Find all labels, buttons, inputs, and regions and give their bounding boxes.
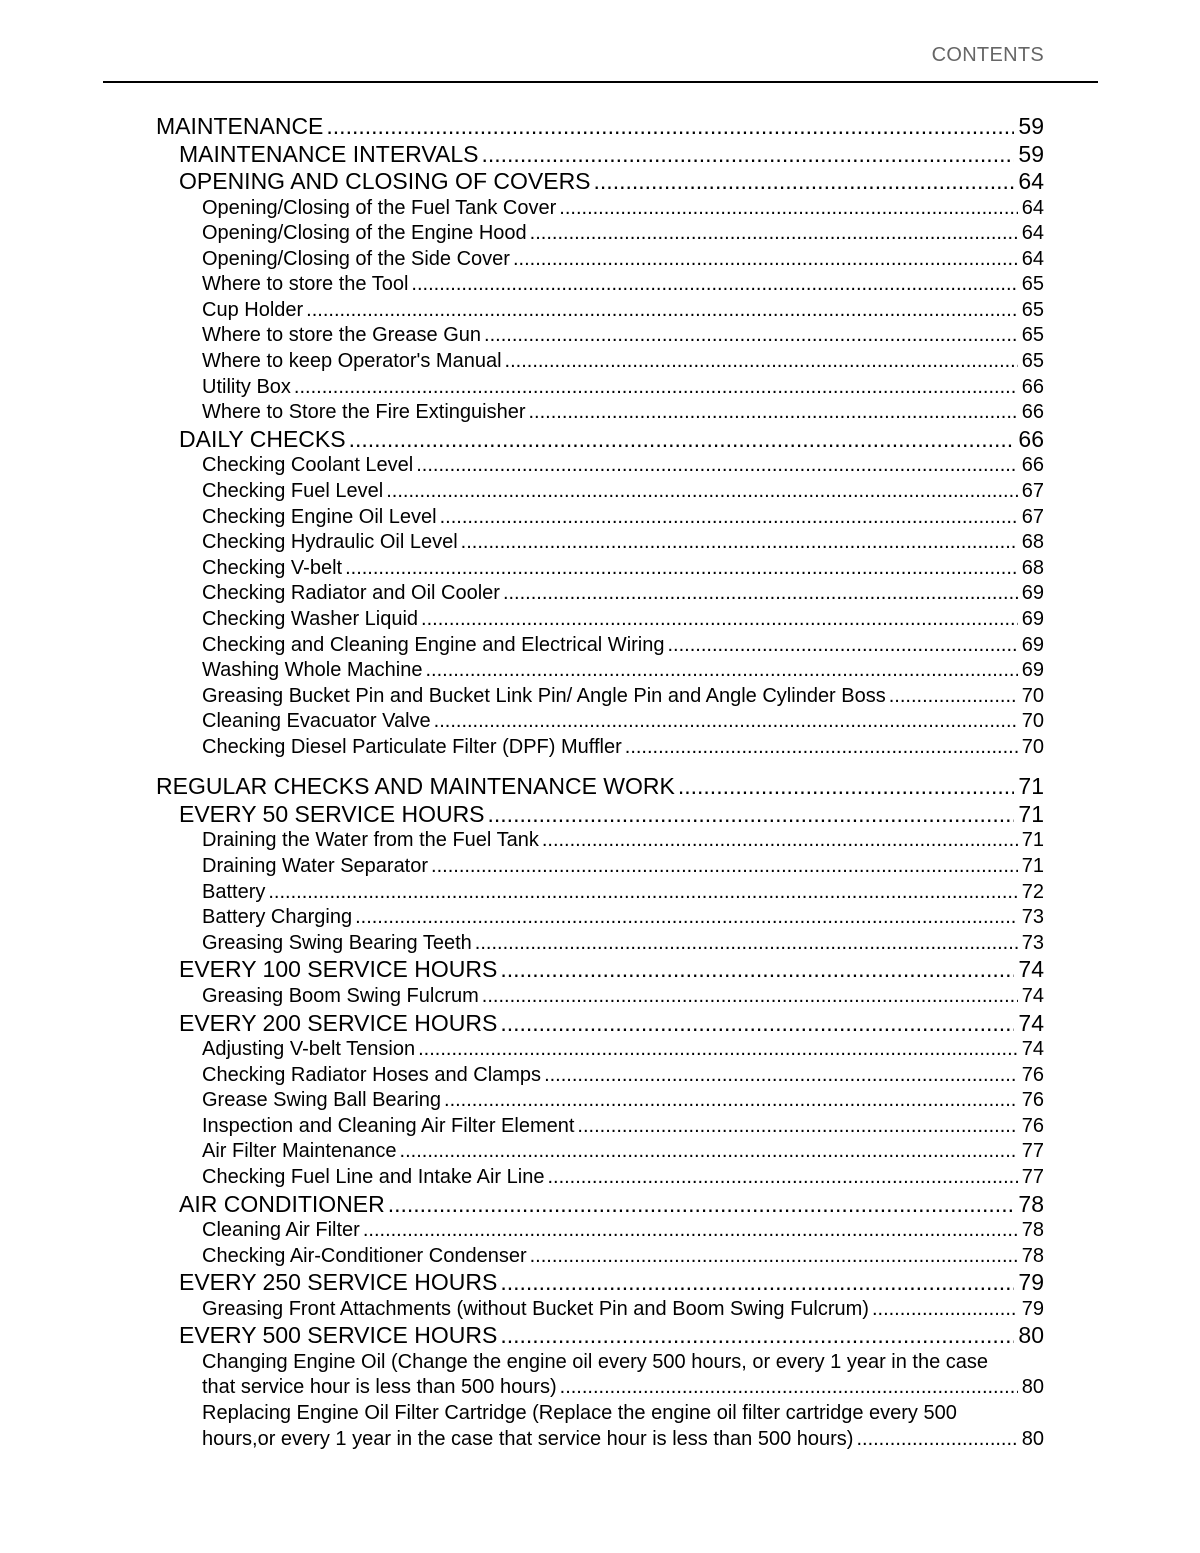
- toc-entry-title: Air Filter Maintenance: [202, 1140, 397, 1163]
- toc-entry-title: Checking Radiator Hoses and Clamps: [202, 1063, 542, 1086]
- toc-entry-level-2[interactable]: [156, 426, 1044, 454]
- dot-leader: [500, 956, 1014, 984]
- dot-leader: [500, 1010, 1014, 1038]
- toc-entry-level-3[interactable]: [156, 633, 1044, 659]
- header-rule: [103, 81, 1098, 83]
- toc-entry-title: OPENING AND CLOSING OF COVERS: [179, 168, 591, 194]
- toc-entry-page: 77: [1021, 1140, 1044, 1163]
- dot-leader: [503, 581, 1018, 607]
- toc-entry-title: Opening/Closing of the Engine Hood: [202, 222, 527, 245]
- toc-entry-page: 78: [1018, 1190, 1044, 1217]
- toc-entry-level-3[interactable]: [156, 931, 1044, 957]
- dot-leader: [444, 1088, 1018, 1114]
- toc-entry-title: Cleaning Air Filter: [202, 1219, 360, 1242]
- dot-leader: [856, 1427, 1017, 1453]
- toc-entry-page: 71: [1018, 773, 1044, 800]
- toc-entry-title: Checking Washer Liquid: [202, 607, 419, 630]
- dot-leader: [872, 1297, 1018, 1323]
- toc-entry-level-3[interactable]: [156, 658, 1044, 684]
- toc-entry-level-3[interactable]: [156, 607, 1044, 633]
- toc-entry-title: Greasing Bucket Pin and Bucket Link Pin/ Angle Pin and Angle Cylinder Boss: [202, 684, 886, 707]
- page-header-label: CONTENTS: [931, 44, 1044, 66]
- toc-entry-page: 71: [1021, 829, 1044, 852]
- toc-entry-page: 76: [1021, 1089, 1044, 1112]
- toc-entry-title: Draining the Water from the Fuel Tank: [202, 829, 539, 852]
- toc-entry-title: Checking Fuel Line and Intake Air Line: [202, 1166, 545, 1188]
- toc-entry-level-3[interactable]: [156, 905, 1044, 931]
- toc-entry-page: 76: [1021, 1063, 1044, 1086]
- dot-leader: [434, 709, 1018, 735]
- dot-leader: [388, 1191, 1015, 1219]
- toc-entry-level-3[interactable]: [156, 1244, 1044, 1270]
- toc-entry-page: 69: [1021, 633, 1044, 656]
- dot-leader: [560, 1375, 1018, 1401]
- dot-leader: [482, 984, 1018, 1010]
- toc-entry-page: 77: [1021, 1166, 1044, 1188]
- dot-leader: [386, 479, 1018, 505]
- dot-leader: [440, 505, 1018, 531]
- toc-entry-title-line1: Changing Engine Oil (Change the engine oil every 500 hours, or every 1 year in the case: [202, 1350, 989, 1373]
- toc-entry-level-3[interactable]: [156, 375, 1044, 401]
- toc-entry-level-3[interactable]: [156, 530, 1044, 556]
- toc-entry-wrapped[interactable]: [156, 1350, 1044, 1401]
- dot-leader: [594, 168, 1015, 196]
- toc-entry-title: EVERY 500 SERVICE HOURS: [179, 1322, 498, 1349]
- toc-entry-page: 79: [1018, 1269, 1044, 1296]
- dot-leader: [577, 1114, 1017, 1140]
- toc-entry-page: 74: [1021, 984, 1044, 1007]
- dot-leader: [530, 1244, 1018, 1270]
- dot-leader: [544, 1063, 1018, 1089]
- toc-entry-title: EVERY 250 SERVICE HOURS: [179, 1269, 498, 1296]
- toc-entry-level-3[interactable]: [156, 400, 1044, 426]
- toc-entry-title: Battery Charging: [202, 906, 353, 929]
- toc-entry-level-3[interactable]: [156, 1088, 1044, 1114]
- toc-entry-title: Adjusting V-belt Tension: [202, 1038, 416, 1061]
- toc-entry-page: 72: [1021, 880, 1044, 903]
- toc-entry-page: 59: [1018, 140, 1044, 167]
- dot-leader: [625, 735, 1018, 761]
- toc-entry-page: 80: [1021, 1427, 1044, 1450]
- toc-entry-level-1[interactable]: [156, 773, 1044, 801]
- toc-entry-page: 80: [1021, 1376, 1044, 1399]
- toc-entry-level-3[interactable]: [156, 221, 1044, 247]
- dot-leader: [678, 773, 1015, 801]
- dot-leader: [418, 1037, 1018, 1063]
- toc-entry-page: 65: [1021, 273, 1044, 296]
- toc-entry-title: Where to keep Operator's Manual: [202, 350, 502, 373]
- toc-entry-page: 64: [1021, 247, 1044, 270]
- dot-leader: [326, 113, 1014, 141]
- toc-entry-title-line1: Replacing Engine Oil Filter Cartridge (Replace the engine oil filter cartridge every 500: [202, 1402, 957, 1425]
- dot-leader: [306, 298, 1018, 324]
- toc-entry-title: Utility Box: [202, 375, 291, 398]
- toc-entry-title: Checking V-belt: [202, 556, 343, 579]
- toc-entry-page: 65: [1021, 324, 1044, 347]
- toc-entry-level-3[interactable]: [156, 1063, 1044, 1089]
- toc-entry-level-2[interactable]: [156, 1322, 1044, 1350]
- dot-leader: [547, 1165, 1017, 1191]
- toc-entry-page: 70: [1021, 710, 1044, 733]
- dot-leader: [513, 247, 1018, 273]
- toc-entry-page: 74: [1021, 1038, 1044, 1061]
- toc-entry-level-2[interactable]: [156, 1010, 1044, 1038]
- toc-entry-level-3[interactable]: [156, 684, 1044, 710]
- dot-leader: [461, 530, 1018, 556]
- dot-leader: [416, 453, 1018, 479]
- toc-entry-title: Battery: [202, 880, 266, 903]
- toc-entry-title: Opening/Closing of the Fuel Tank Cover: [202, 196, 557, 219]
- toc-entry-page: 64: [1018, 168, 1044, 194]
- toc-entry-title: EVERY 100 SERVICE HOURS: [179, 956, 498, 983]
- toc-entry-level-3[interactable]: [156, 556, 1044, 582]
- dot-leader: [542, 828, 1018, 854]
- toc-entry-page: 70: [1021, 684, 1044, 707]
- dot-leader: [349, 426, 1015, 454]
- toc-entry-page: 66: [1021, 454, 1044, 477]
- dot-leader: [530, 221, 1018, 247]
- toc-entry-level-2[interactable]: [156, 141, 1044, 169]
- toc-entry-title: Checking Hydraulic Oil Level: [202, 531, 458, 554]
- toc-entry-level-3[interactable]: [156, 272, 1044, 298]
- toc-entry-page: 69: [1021, 659, 1044, 682]
- toc-entry-level-3[interactable]: [156, 1037, 1044, 1063]
- dot-leader: [505, 349, 1018, 375]
- toc-entry-page: 80: [1018, 1322, 1044, 1349]
- toc-entry-page: 66: [1021, 375, 1044, 398]
- toc-entry-page: 67: [1021, 479, 1044, 502]
- dot-leader: [355, 905, 1018, 931]
- toc-entry-level-3[interactable]: [156, 1139, 1044, 1165]
- toc-entry-level-1[interactable]: [156, 113, 1044, 141]
- toc-entry-title: Checking Fuel Level: [202, 479, 384, 502]
- toc-entry-level-2[interactable]: [156, 1269, 1044, 1297]
- toc-entry-title: hours,or every 1 year in the case that service hour is less than 500 hours): [202, 1427, 854, 1450]
- dot-leader: [425, 658, 1017, 684]
- toc-entry-level-3[interactable]: [156, 1114, 1044, 1140]
- toc-entry-title: REGULAR CHECKS AND MAINTENANCE WORK: [156, 773, 675, 800]
- toc-entry-title: Cleaning Evacuator Valve: [202, 710, 431, 733]
- toc-entry-level-2[interactable]: [156, 801, 1044, 829]
- dot-leader: [481, 141, 1014, 169]
- toc-entry-level-3[interactable]: [156, 196, 1044, 222]
- toc-entry-title: Greasing Boom Swing Fulcrum: [202, 984, 479, 1007]
- toc-entry-title: EVERY 200 SERVICE HOURS: [179, 1009, 498, 1036]
- toc-entry-page: 66: [1021, 401, 1044, 424]
- toc-entry-title: Grease Swing Ball Bearing: [202, 1089, 442, 1112]
- toc-entry-level-2[interactable]: [156, 956, 1044, 984]
- toc-entry-page: 74: [1018, 956, 1044, 983]
- toc-entry-title: Washing Whole Machine: [202, 659, 423, 682]
- toc-entry-level-3[interactable]: [156, 1218, 1044, 1244]
- toc-entry-level-3[interactable]: [156, 298, 1044, 324]
- toc-entry-level-3[interactable]: [156, 735, 1044, 761]
- dot-leader: [667, 633, 1017, 659]
- dot-leader: [475, 931, 1018, 957]
- toc-entry-title: Checking Coolant Level: [202, 454, 414, 477]
- toc-entry-title: Draining Water Separator: [202, 855, 429, 878]
- toc-entry-level-3[interactable]: [156, 854, 1044, 880]
- toc-entry-title: Checking Engine Oil Level: [202, 505, 437, 528]
- toc-entry-page: 74: [1018, 1009, 1044, 1036]
- toc-entry-page: 65: [1021, 350, 1044, 373]
- toc-entry-title: Where to Store the Fire Extinguisher: [202, 401, 526, 424]
- toc-entry-page: 65: [1021, 298, 1044, 321]
- toc-entry-page: 70: [1021, 735, 1044, 758]
- dot-leader: [268, 880, 1017, 906]
- toc-entry-level-3[interactable]: [156, 479, 1044, 505]
- toc-entry-page: 69: [1021, 582, 1044, 605]
- toc-entry-title: Greasing Swing Bearing Teeth: [202, 931, 472, 954]
- dot-leader: [431, 854, 1018, 880]
- toc-entry-page: 59: [1018, 113, 1044, 139]
- toc-entry-title: Cup Holder: [202, 298, 304, 321]
- toc-entry-level-3[interactable]: [156, 349, 1044, 375]
- toc-entry-level-3[interactable]: [156, 323, 1044, 349]
- dot-leader: [488, 801, 1015, 829]
- toc-entry-level-2[interactable]: [156, 168, 1044, 196]
- toc-entry-page: 71: [1021, 855, 1044, 878]
- toc-entry-level-3[interactable]: [156, 828, 1044, 854]
- toc-entry-level-3[interactable]: [156, 709, 1044, 735]
- toc-entry-page: 78: [1021, 1244, 1044, 1267]
- dot-leader: [528, 400, 1017, 426]
- dot-leader: [345, 556, 1018, 582]
- toc-entry-page: 69: [1021, 607, 1044, 630]
- dot-leader: [421, 607, 1018, 633]
- toc-entry-title: Checking Radiator and Oil Cooler: [202, 582, 500, 605]
- toc-entry-title: Inspection and Cleaning Air Filter Element: [202, 1114, 575, 1137]
- toc-entry-title: Checking and Cleaning Engine and Electrical Wiring: [202, 633, 665, 656]
- dot-leader: [559, 196, 1017, 222]
- toc-entry-level-3[interactable]: [156, 453, 1044, 479]
- toc-entry-wrapped[interactable]: [156, 1401, 1044, 1452]
- toc-entry-page: 66: [1018, 425, 1044, 452]
- toc-entry-page: 64: [1021, 196, 1044, 219]
- toc-entry-title: EVERY 50 SERVICE HOURS: [179, 800, 485, 827]
- toc-entry-page: 76: [1021, 1114, 1044, 1137]
- toc-entry-page: 67: [1021, 505, 1044, 528]
- toc-entry-page: 71: [1018, 800, 1044, 827]
- toc-entry-page: 68: [1021, 556, 1044, 579]
- toc-entry-title: MAINTENANCE: [156, 113, 324, 139]
- dot-leader: [363, 1218, 1018, 1244]
- table-of-contents: [156, 113, 1044, 1452]
- dot-leader: [889, 684, 1018, 710]
- toc-entry-title: Where to store the Tool: [202, 273, 409, 296]
- dot-leader: [500, 1269, 1014, 1297]
- dot-leader: [400, 1139, 1018, 1165]
- toc-entry-page: 73: [1021, 931, 1044, 954]
- dot-leader: [484, 323, 1018, 349]
- dot-leader: [411, 272, 1017, 298]
- toc-entry-title: MAINTENANCE INTERVALS: [179, 140, 479, 167]
- dot-leader: [294, 375, 1018, 401]
- dot-leader: [500, 1322, 1014, 1350]
- toc-entry-level-3[interactable]: [156, 1297, 1044, 1323]
- toc-entry-page: 73: [1021, 906, 1044, 929]
- toc-entry-title: Greasing Front Attachments (without Bucket Pin and Boom Swing Fulcrum): [202, 1297, 869, 1320]
- toc-entry-page: 64: [1021, 222, 1044, 245]
- toc-entry-level-3[interactable]: [156, 880, 1044, 906]
- toc-entry-level-2[interactable]: [156, 1191, 1044, 1219]
- toc-entry-title: Checking Diesel Particulate Filter (DPF) Muffler: [202, 735, 622, 758]
- toc-entry-level-3[interactable]: [156, 247, 1044, 273]
- toc-entry-level-3[interactable]: [156, 505, 1044, 531]
- toc-entry-page: 68: [1021, 531, 1044, 554]
- toc-entry-level-3[interactable]: [156, 984, 1044, 1010]
- toc-entry-page: 79: [1021, 1297, 1044, 1320]
- toc-entry-title: AIR CONDITIONER: [179, 1190, 385, 1217]
- toc-entry-level-3[interactable]: [156, 1165, 1044, 1191]
- toc-entry-level-3[interactable]: [156, 581, 1044, 607]
- toc-entry-title: Checking Air-Conditioner Condenser: [202, 1244, 527, 1267]
- toc-entry-title: Opening/Closing of the Side Cover: [202, 247, 510, 270]
- toc-entry-title: DAILY CHECKS: [179, 425, 346, 452]
- toc-entry-title: that service hour is less than 500 hours): [202, 1376, 557, 1399]
- toc-entry-page: 78: [1021, 1219, 1044, 1242]
- toc-entry-title: Where to store the Grease Gun: [202, 324, 482, 347]
